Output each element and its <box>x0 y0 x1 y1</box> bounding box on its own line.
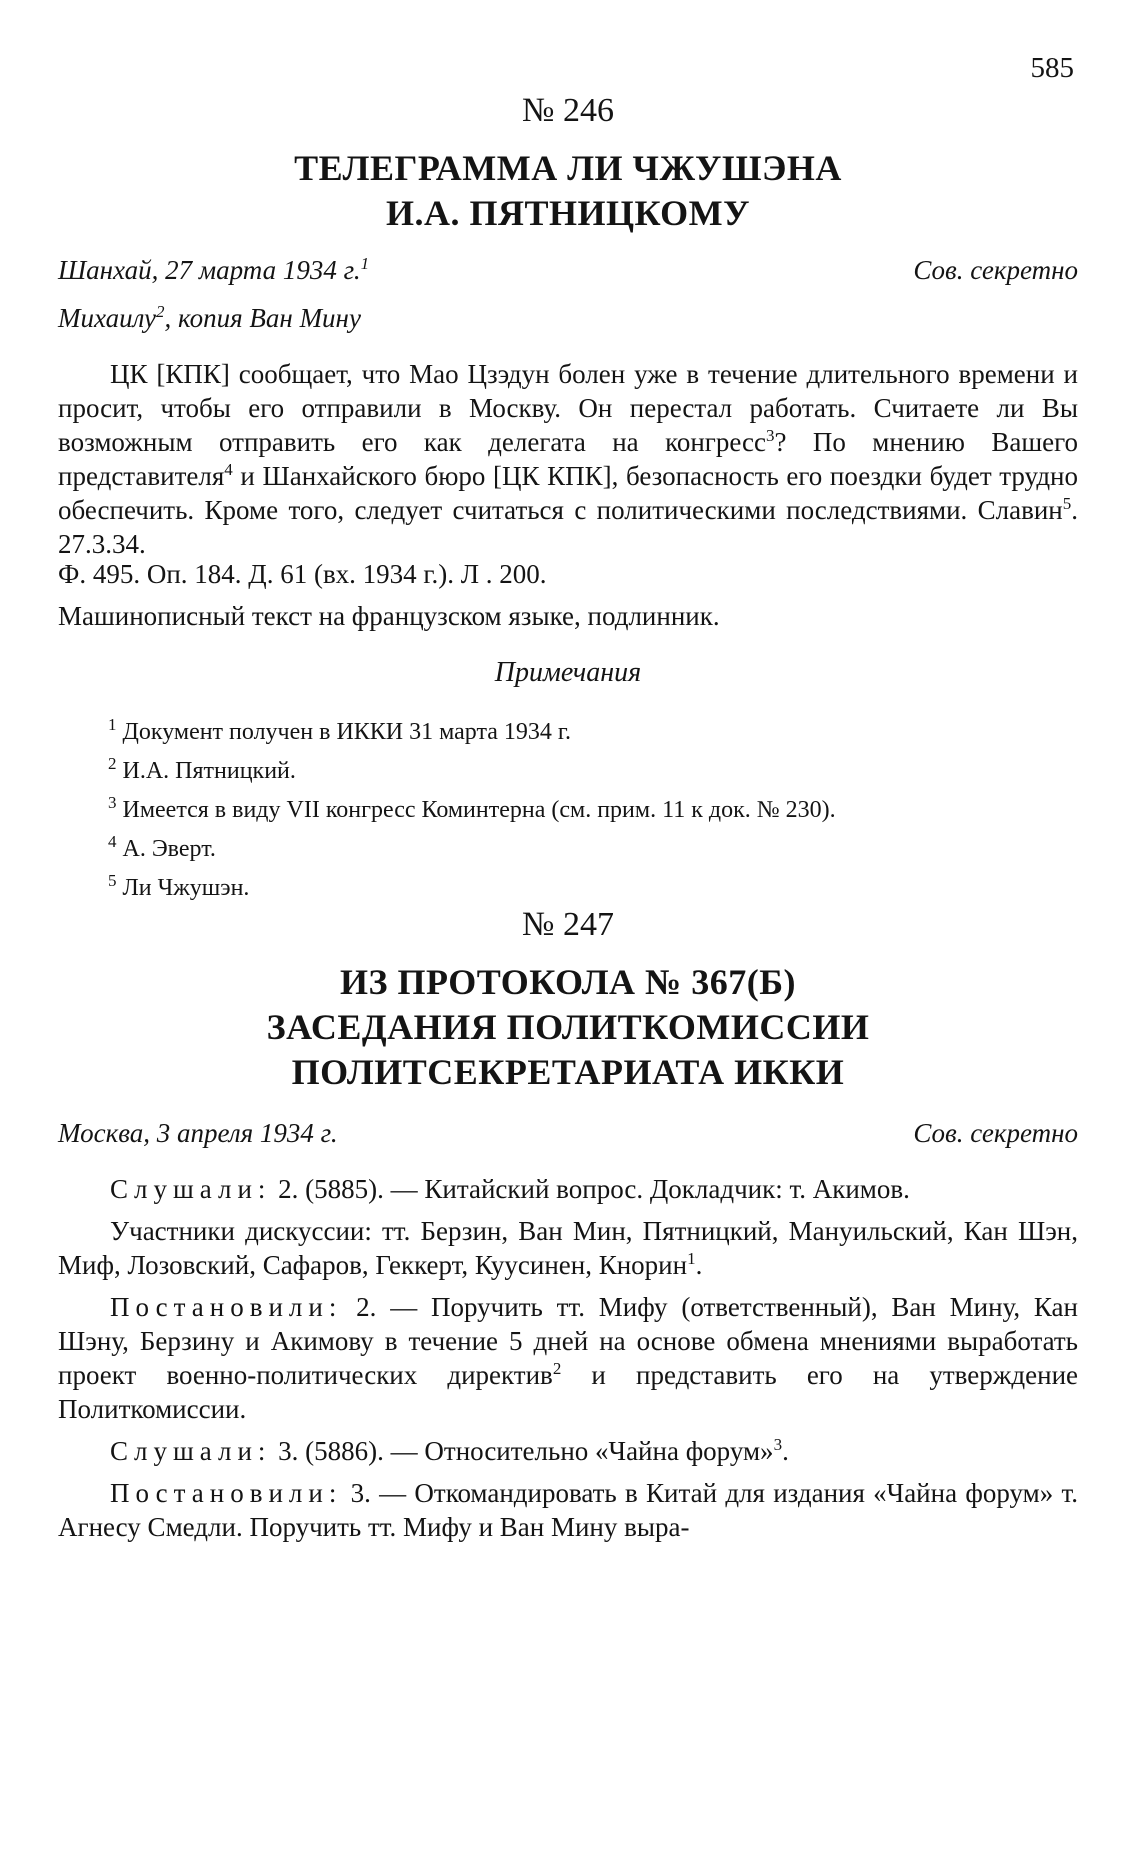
page-number: 585 <box>1030 52 1074 84</box>
doc246-archive-ref: Ф. 495. Оп. 184. Д. 61 (вх. 1934 г.). Л . 200. <box>58 559 547 589</box>
doc246-body <box>58 357 1078 561</box>
doc246-title-line2: И.А. ПЯТНИЦКОМУ <box>385 193 751 233</box>
doc247-title-line2: ЗАСЕДАНИЯ ПОЛИТКОМИССИИ <box>266 1007 870 1047</box>
footnote-2: $^2$ И.А. Пятницкий. <box>108 754 296 784</box>
doc247-decided-2: Постановили: 2. — Поручить тт. Мифу (ответственный), Ван Мину, Кан Шэну, Берзину и Акимову в течение 5 дней на основе обмена мнениями выработать проект военно-политических директив$^2$ и представить его на утверждение Политкомиссии. <box>58 1292 1079 1424</box>
footnote-4: $^4$ А. Эверт. <box>108 832 216 862</box>
footnote-3: $^3$ Имеется в виду VII конгресс Коминтерна (см. прим. 11 к док. № 230). <box>108 793 836 823</box>
doc247-body <box>58 1172 1078 1544</box>
doc246-notes <box>58 713 1078 908</box>
doc247-classification: Сов. секретно <box>913 1118 1078 1148</box>
doc247-dateline <box>58 1118 1078 1149</box>
doc246-classification: Сов. секретно <box>913 255 1078 285</box>
doc247-participants: Участники дискуссии: тт. Берзин, Ван Мин, Пятницкий, Мануильский, Кан Шэн, Миф, Лозовский, Сафаров, Геккерт, Куусинен, Кнорин$^1$. <box>58 1216 1078 1280</box>
doc246-title-line1: ТЕЛЕГРАММА ЛИ ЧЖУШЭНА <box>294 148 842 188</box>
doc247-number: № 247 <box>522 906 614 943</box>
footnote-1: $^1$ Документ получен в ИККИ 31 марта 1934 г. <box>108 715 572 745</box>
doc247-heard-3: Слушали: 3. (5886). — Относительно «Чайна форум»$^3$. <box>110 1435 789 1466</box>
doc247-place-date: Москва, 3 апреля 1934 г. <box>58 1118 338 1148</box>
doc247-title-line1: ИЗ ПРОТОКОЛА № 367(Б) <box>339 962 797 1002</box>
doc246-notes-title: Примечания <box>494 657 642 688</box>
doc246-number: № 246 <box>522 92 614 129</box>
footnote-5: $^5$ Ли Чжушэн. <box>108 871 250 901</box>
doc247-title <box>58 960 1078 1095</box>
doc246-addressee: Михаилу$^2$, копия Ван Мину <box>58 302 361 333</box>
doc247-title-line3: ПОЛИТСЕКРЕТАРИАТА ИККИ <box>291 1052 845 1092</box>
doc246-dateline <box>58 255 1078 286</box>
doc246-archive <box>58 557 1078 633</box>
doc246-title <box>58 146 1078 236</box>
doc246-source-note: Машинописный текст на французском языке, подлинник. <box>58 601 720 631</box>
doc246-body-text: ЦК [КПК] сообщает, что Мао Цзэдун болен уже в течение длительного времени и просит, чтобы его отправили в Москву. Он перестал работать. Считаете ли Вы возможным отправить его как делегата на конгресс$^3$? По мнению Вашего представителя$^4$ и Шанхайского бюро [ЦК КПК], безопасность его поездки будет трудно обеспечить. Кроме того, следует считаться с политическими последствиями. Славин$^5$. 27.3.34. <box>58 359 1078 559</box>
doc246-place-date: Шанхай, 27 марта 1934 г.$^1$ <box>58 254 370 285</box>
doc247-heard-2: Слушали: 2. (5885). — Китайский вопрос. Докладчик: т. Акимов. <box>110 1174 910 1204</box>
doc247-decided-3: Постановили: 3. — Откомандировать в Китай для издания «Чайна форум» т. Агнесу Смедли. Поручить тт. Мифу и Ван Мину выра- <box>58 1478 1078 1542</box>
